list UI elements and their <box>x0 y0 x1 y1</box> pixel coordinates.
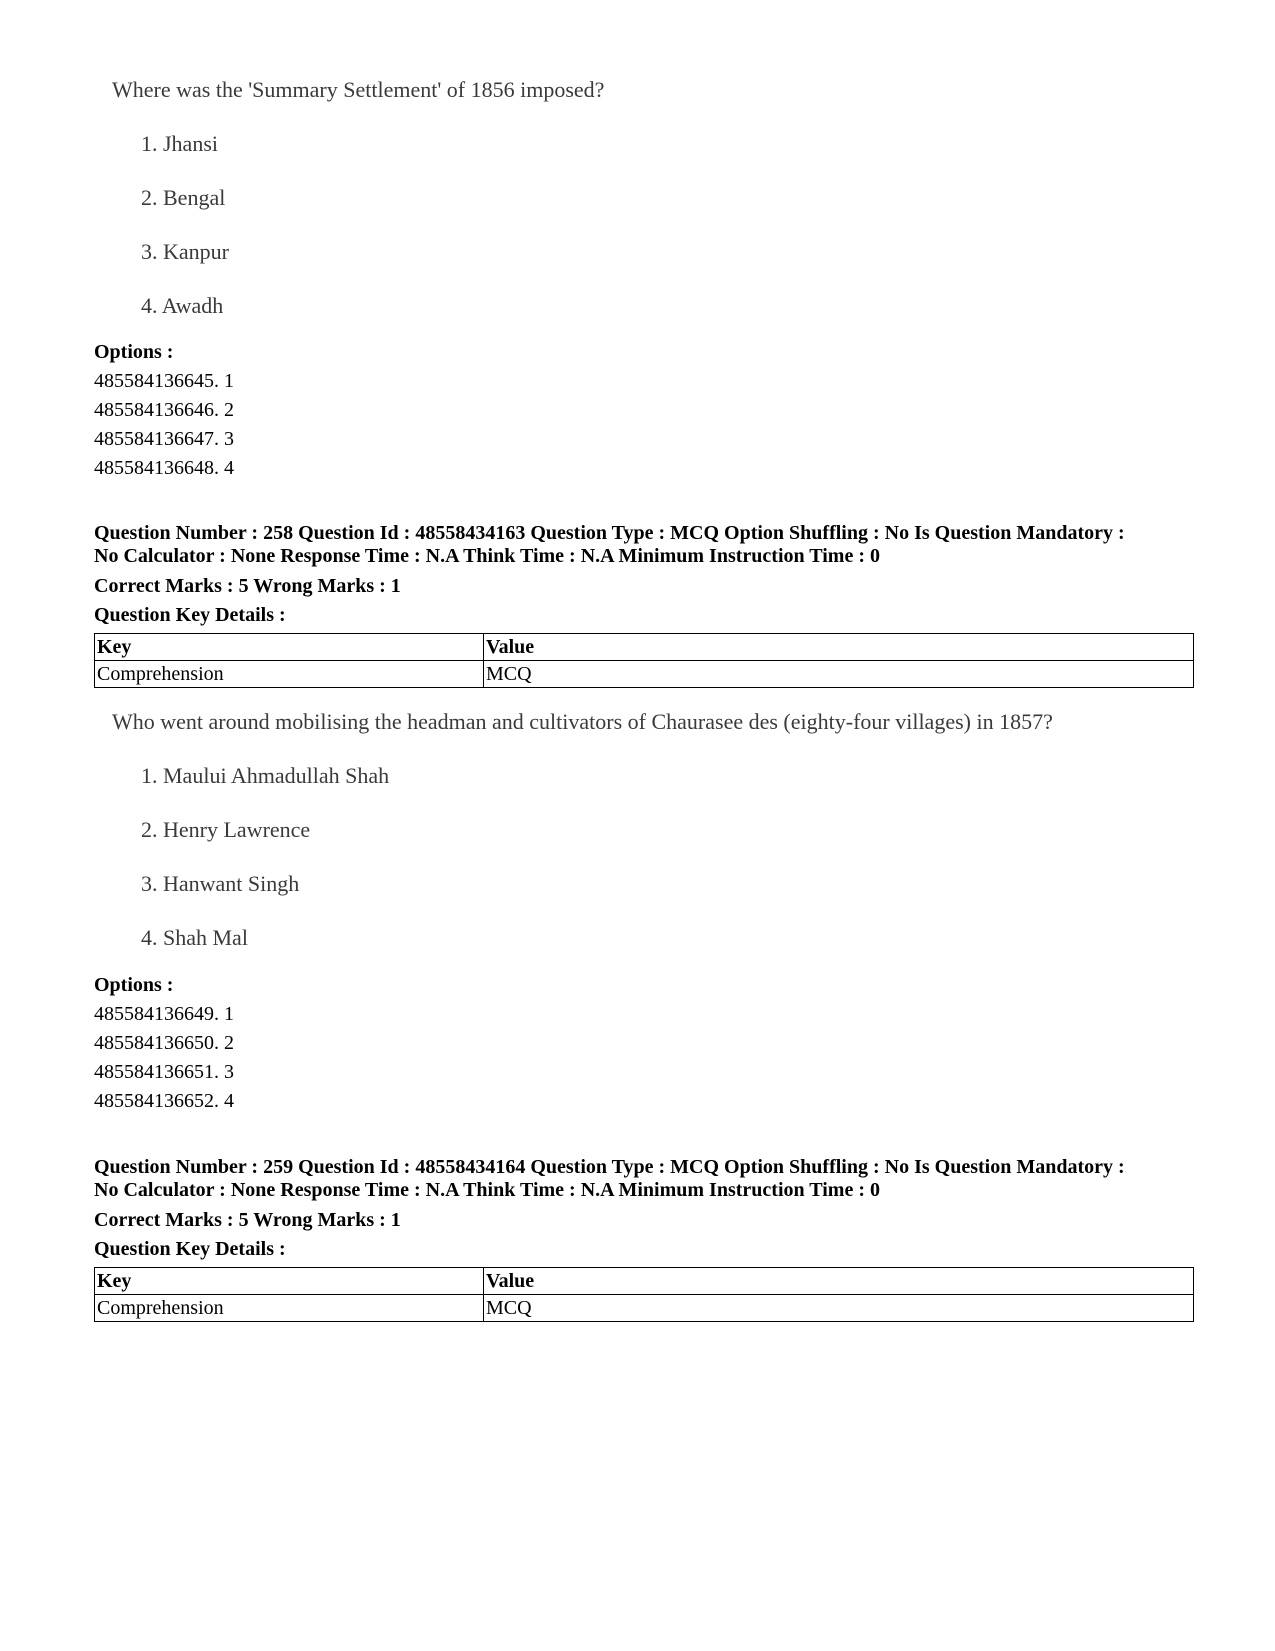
choice-item: 3. Hanwant Singh <box>141 871 300 896</box>
key-details-title: Question Key Details : <box>94 1238 286 1260</box>
choice-item: 3. Kanpur <box>141 239 229 264</box>
choice-item: 2. Henry Lawrence <box>141 817 311 842</box>
option-row: 485584136649. 1 <box>94 1003 234 1025</box>
question-meta-258 <box>94 522 1194 630</box>
table-row <box>95 661 1194 688</box>
question-stem: Who went around mobilising the headman and cultivators of Chaurasee des (eighty-four villages) in 1857? <box>112 709 1053 734</box>
table-header-row <box>95 1268 1194 1295</box>
option-row: 485584136650. 2 <box>94 1032 234 1054</box>
option-row: 485584136651. 3 <box>94 1061 234 1083</box>
choice-item: 4. Shah Mal <box>141 925 248 950</box>
question-meta-line: Question Number : 258 Question Id : 48558434163 Question Type : MCQ Option Shuffling : No Is Question Mandatory : <box>94 522 1125 544</box>
key-details-title: Question Key Details : <box>94 604 286 626</box>
options-title: Options : <box>94 974 174 996</box>
options-block-q1 <box>94 338 234 483</box>
question-image-q1 <box>112 74 604 322</box>
options-block-q258 <box>94 971 234 1116</box>
question-meta-line: No Calculator : None Response Time : N.A Think Time : N.A Minimum Instruction Time : 0 <box>94 545 880 567</box>
option-row: 485584136647. 3 <box>94 428 234 450</box>
key-details-table-258 <box>94 633 1194 688</box>
table-cell-key: Comprehension <box>95 1295 484 1322</box>
question-meta-line: Question Number : 259 Question Id : 48558434164 Question Type : MCQ Option Shuffling : No Is Question Mandatory : <box>94 1156 1125 1178</box>
key-details-table-259 <box>94 1267 1194 1322</box>
table-row <box>95 1295 1194 1322</box>
choice-item: 1. Jhansi <box>141 131 218 156</box>
table-cell-value: MCQ <box>484 1295 1194 1322</box>
marks-line: Correct Marks : 5 Wrong Marks : 1 <box>94 1209 401 1231</box>
options-title: Options : <box>94 341 174 363</box>
table-header-key: Key <box>95 1268 484 1295</box>
choice-item: 2. Bengal <box>141 185 226 210</box>
choice-item: 4. Awadh <box>141 293 224 318</box>
option-row: 485584136646. 2 <box>94 399 234 421</box>
question-meta-line: No Calculator : None Response Time : N.A Think Time : N.A Minimum Instruction Time : 0 <box>94 1179 880 1201</box>
option-row: 485584136648. 4 <box>94 457 234 479</box>
question-stem: Where was the 'Summary Settlement' of 1856 imposed? <box>112 77 605 102</box>
table-header-value: Value <box>484 634 1194 661</box>
table-header-value: Value <box>484 1268 1194 1295</box>
marks-line: Correct Marks : 5 Wrong Marks : 1 <box>94 575 401 597</box>
table-cell-value: MCQ <box>484 661 1194 688</box>
question-meta-259 <box>94 1156 1194 1264</box>
choice-item: 1. Maului Ahmadullah Shah <box>141 763 390 788</box>
table-header-row <box>95 634 1194 661</box>
table-cell-key: Comprehension <box>95 661 484 688</box>
option-row: 485584136652. 4 <box>94 1090 234 1112</box>
table-header-key: Key <box>95 634 484 661</box>
option-row: 485584136645. 1 <box>94 370 234 392</box>
question-image-q258 <box>112 706 1053 954</box>
